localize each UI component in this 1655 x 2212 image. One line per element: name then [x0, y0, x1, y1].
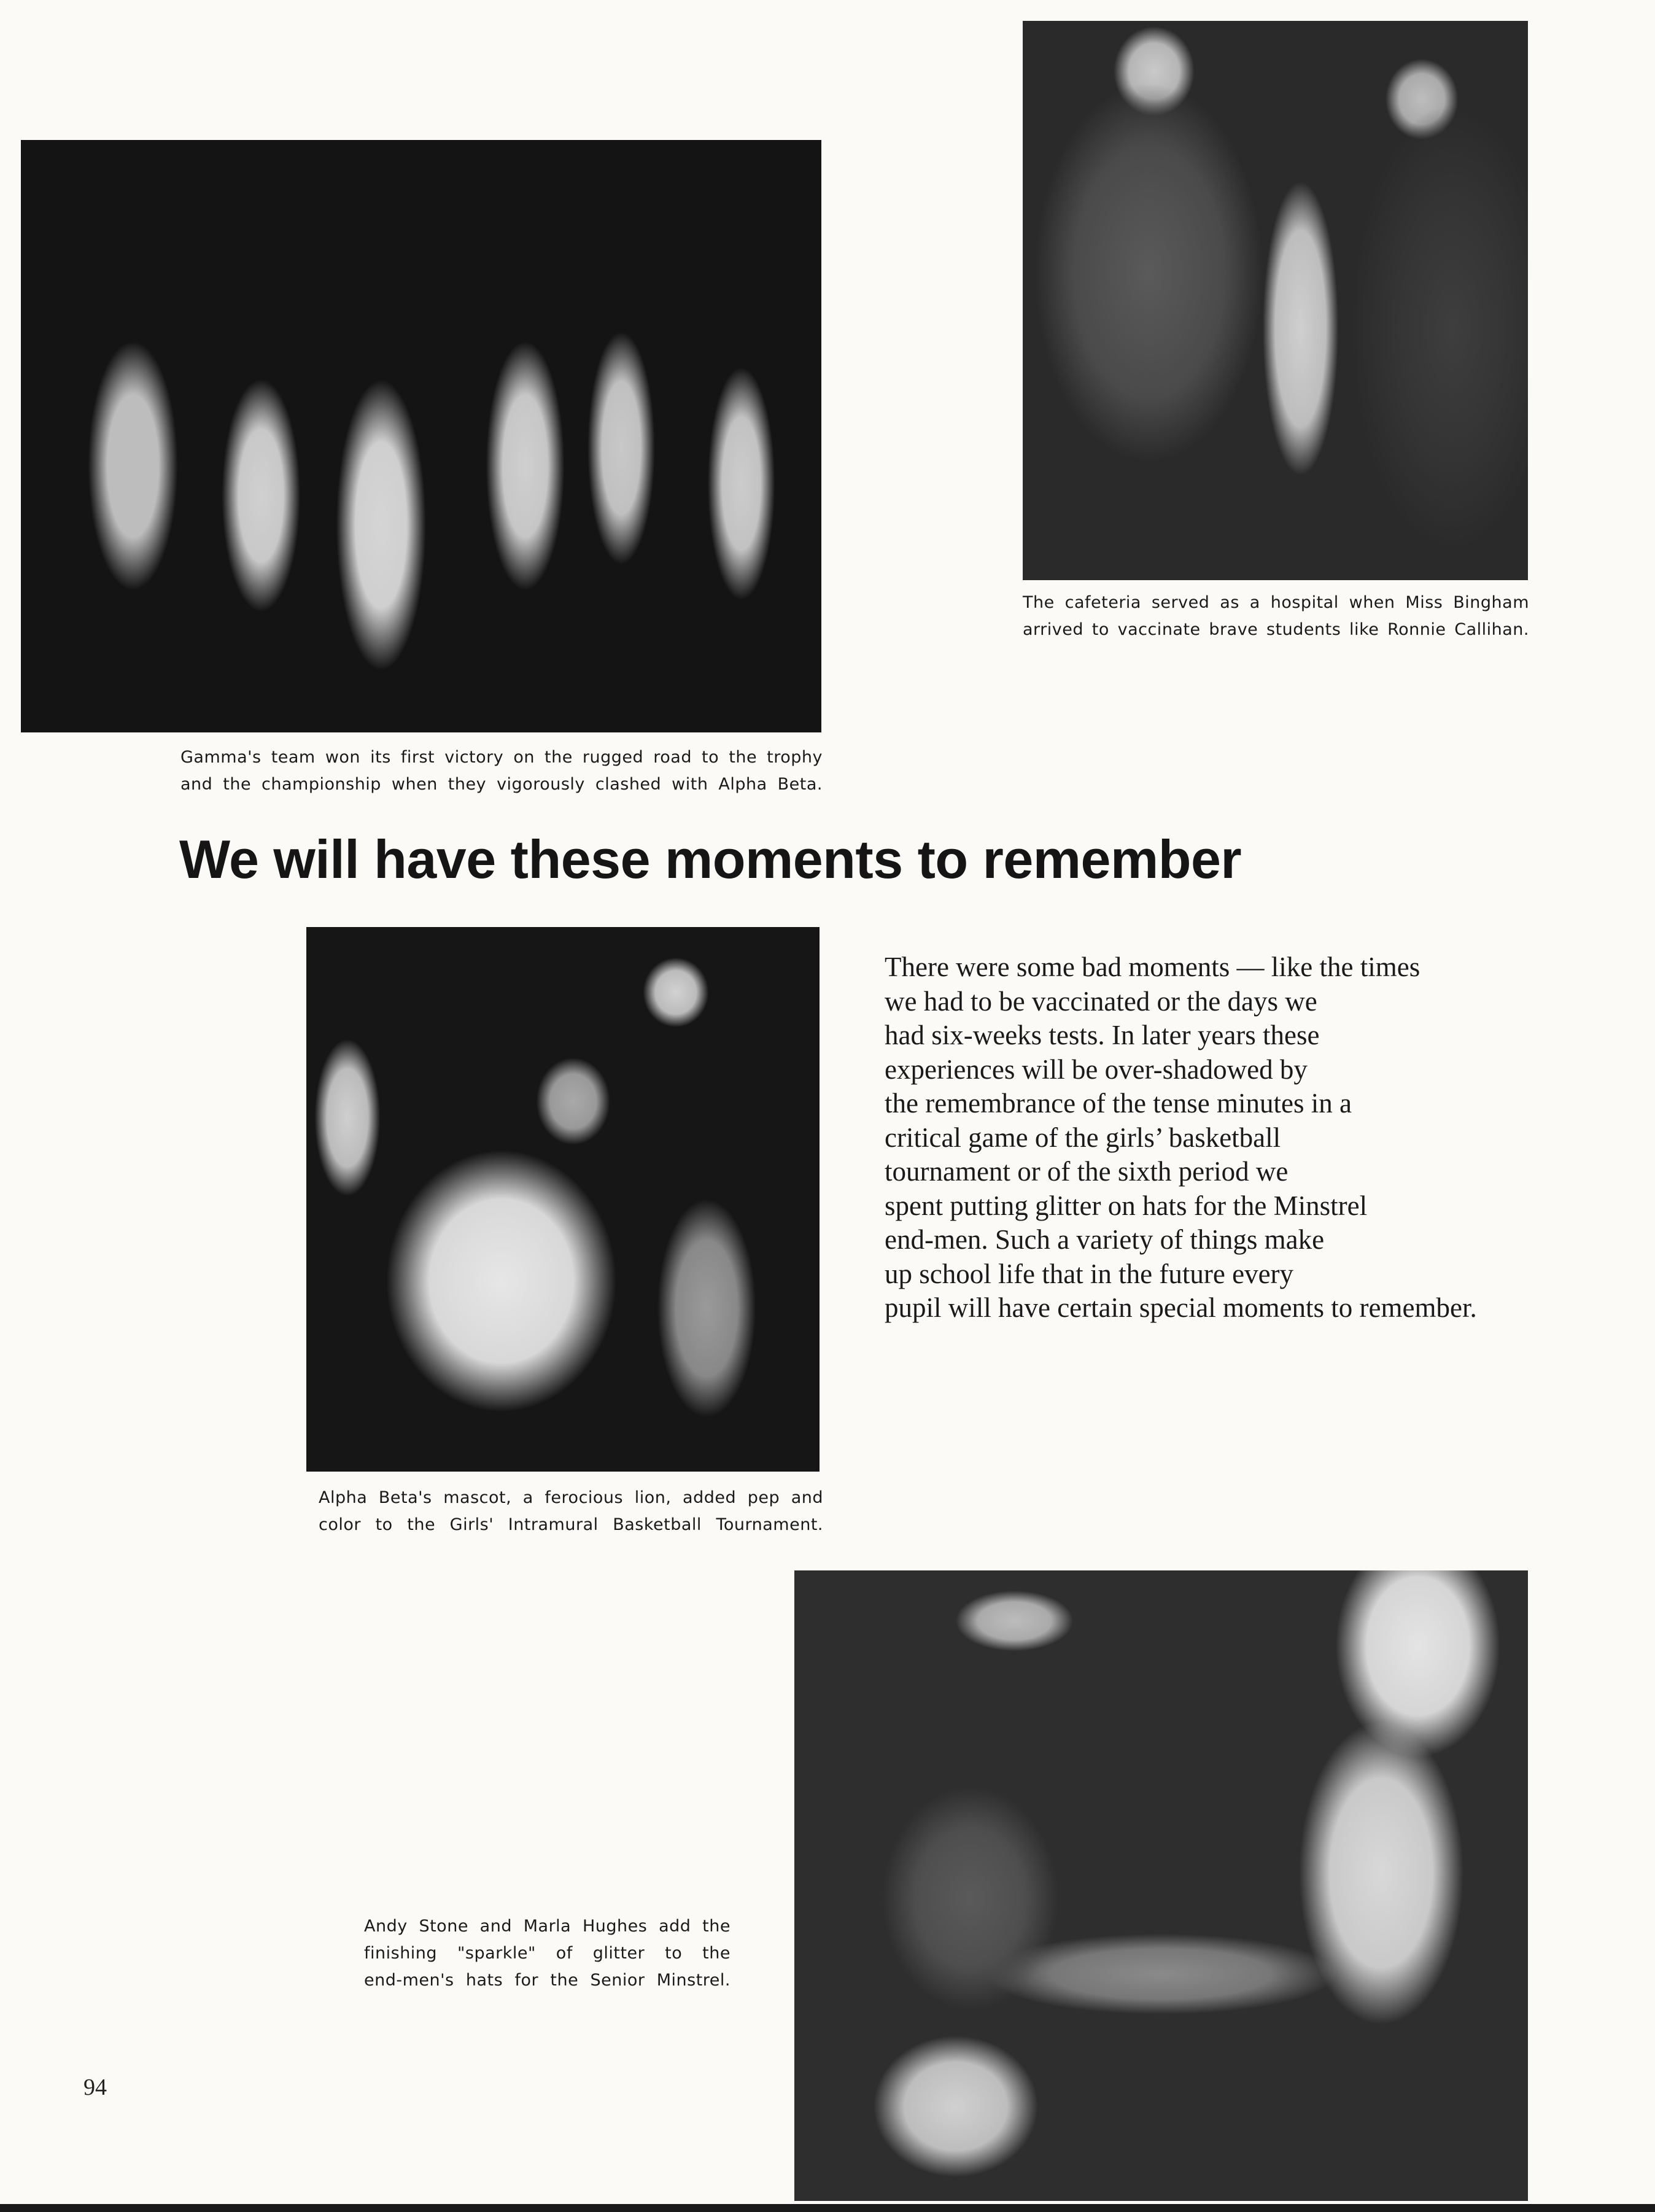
caption-glitter-hats	[364, 1913, 731, 1994]
body-line: spent putting glitter on hats for the Minstrel	[885, 1190, 1368, 1221]
body-line: up school life that in the future every	[885, 1258, 1294, 1289]
caption-line: end-men's hats for the Senior Minstrel.	[364, 1971, 731, 1990]
body-line: pupil will have certain special moments to remember.	[885, 1292, 1477, 1323]
caption-line: Gamma's team won its first victory on the rugged road to the trophy	[180, 748, 823, 767]
caption-lion-mascot	[319, 1484, 823, 1539]
body-line: critical game of the girls’ basketball	[885, 1122, 1281, 1153]
body-line: had six-weeks tests. In later years these	[885, 1020, 1320, 1050]
body-line: we had to be vaccinated or the days we	[885, 985, 1317, 1017]
body-line: end-men. Such a variety of things make	[885, 1224, 1325, 1255]
body-paragraph	[885, 950, 1477, 1325]
body-line: experiences will be over-shadowed by	[885, 1054, 1308, 1085]
body-line: tournament or of the sixth period we	[885, 1156, 1289, 1187]
caption-line: color to the Girls' Intramural Basketball Tournament.	[319, 1515, 823, 1534]
photo-basketball-game	[21, 140, 821, 732]
page-headline: We will have these moments to remember	[179, 829, 1242, 890]
caption-line: arrived to vaccinate brave students like Ronnie Callihan.	[1023, 620, 1529, 639]
page-edge-rule	[0, 2204, 1655, 2212]
page-number: 94	[83, 2074, 107, 2100]
body-line: the remembrance of the tense minutes in a	[885, 1088, 1352, 1119]
caption-basketball-game	[180, 744, 823, 798]
caption-line: finishing "sparkle" of glitter to the	[364, 1944, 731, 1963]
caption-line: Alpha Beta's mascot, a ferocious lion, added pep and	[319, 1488, 823, 1507]
photo-vaccination	[1023, 21, 1528, 580]
photo-glitter-hats	[794, 1570, 1528, 2201]
photo-lion-mascot	[306, 927, 820, 1472]
caption-line: Andy Stone and Marla Hughes add the	[364, 1917, 731, 1936]
caption-vaccination	[1023, 589, 1529, 643]
caption-line: and the championship when they vigorously clashed with Alpha Beta.	[180, 775, 823, 794]
caption-line: The cafeteria served as a hospital when Miss Bingham	[1023, 593, 1529, 612]
body-line: There were some bad moments — like the times	[885, 952, 1421, 982]
